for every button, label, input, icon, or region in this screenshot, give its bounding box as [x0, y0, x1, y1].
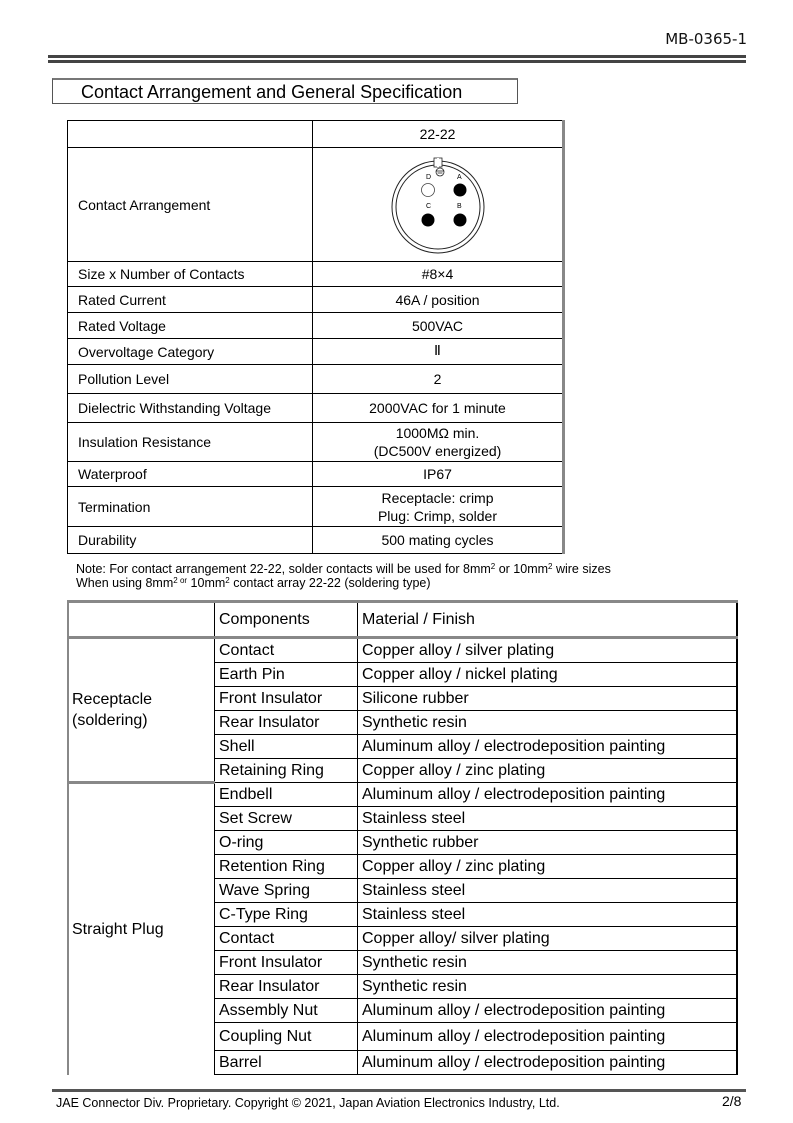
earth-ground-icon: [436, 168, 444, 176]
svg-text:A: A: [456, 173, 462, 181]
table-row: [68, 783, 737, 807]
spec-table: [67, 120, 565, 554]
spec-value: [313, 487, 564, 527]
spec-header-row: [68, 121, 564, 148]
material-cell: Silicone rubber: [358, 687, 738, 711]
spec-label: Dielectric Withstanding Voltage: [68, 394, 313, 423]
material-cell: Stainless steel: [358, 879, 738, 903]
component-cell: O-ring: [215, 831, 358, 855]
spec-column-header: 22-22: [313, 121, 564, 148]
material-cell: Aluminum alloy / electrodeposition painting: [358, 999, 738, 1023]
spec-label: Rated Voltage: [68, 313, 313, 339]
material-cell: Copper alloy / zinc plating: [358, 855, 738, 879]
component-cell: Retention Ring: [215, 855, 358, 879]
spec-row: [68, 487, 564, 527]
page-number: 2/8: [722, 1093, 742, 1109]
material-cell: Aluminum alloy / electrodeposition painting: [358, 783, 738, 807]
component-cell: Endbell: [215, 783, 358, 807]
header-group: [68, 602, 215, 638]
group-receptacle: Receptacle (soldering): [68, 638, 215, 783]
pin-b: [453, 213, 466, 226]
pin-d: [421, 183, 434, 196]
group-straight-plug: Straight Plug: [68, 783, 215, 1075]
spec-value: 46A / position: [313, 287, 564, 313]
spec-label: Pollution Level: [68, 365, 313, 394]
component-cell: Contact: [215, 927, 358, 951]
spec-value: IP67: [313, 462, 564, 487]
note: [76, 562, 611, 590]
note-line-1: Note: For contact arrangement 22-22, solder contacts will be used for $8mm^2$ or $10mm^2$ wire sizes: [76, 562, 611, 576]
spec-value: 2: [313, 365, 564, 394]
spec-label: Contact Arrangement: [68, 148, 313, 262]
spec-value-line2: (DC500V energized): [373, 443, 502, 459]
component-cell: Rear Insulator: [215, 975, 358, 999]
material-cell: Copper alloy / silver plating: [358, 638, 738, 663]
material-cell: Synthetic rubber: [358, 831, 738, 855]
component-cell: Set Screw: [215, 807, 358, 831]
table-row: [68, 638, 737, 663]
spec-row: [68, 313, 564, 339]
svg-text:B: B: [456, 202, 462, 210]
header-components: Components: [215, 602, 358, 638]
material-cell: Aluminum alloy / electrodeposition painting: [358, 1023, 738, 1051]
spec-row-contact-arrangement: [68, 148, 564, 262]
component-cell: Barrel: [215, 1051, 358, 1075]
component-cell: Earth Pin: [215, 663, 358, 687]
spec-row: [68, 287, 564, 313]
document-id: MB-0365-1: [665, 30, 747, 48]
spec-label: Size x Number of Contacts: [68, 262, 313, 287]
spec-label: Rated Current: [68, 287, 313, 313]
spec-value: [313, 423, 564, 462]
contact-arrangement-diagram: [388, 155, 488, 255]
spec-label: Insulation Resistance: [68, 423, 313, 462]
spec-row: [68, 339, 564, 365]
spec-label: Waterproof: [68, 462, 313, 487]
svg-text:D: D: [425, 173, 431, 181]
spec-value: #8×4: [313, 262, 564, 287]
spec-row: [68, 394, 564, 423]
material-cell: Synthetic resin: [358, 951, 738, 975]
spec-label: Overvoltage Category: [68, 339, 313, 365]
spec-label: Termination: [68, 487, 313, 527]
spec-value: Ⅱ: [313, 339, 564, 365]
component-cell: Front Insulator: [215, 951, 358, 975]
spec-value-line1: 1000MΩ min.: [395, 425, 480, 441]
spec-row: [68, 462, 564, 487]
spec-value-line2: Plug: Crimp, solder: [377, 507, 498, 524]
contact-arrangement-cell: [313, 148, 564, 262]
svg-text:C: C: [425, 202, 431, 210]
component-cell: Contact: [215, 638, 358, 663]
component-cell: Coupling Nut: [215, 1023, 358, 1051]
spec-row: [68, 262, 564, 287]
spec-value: 500 mating cycles: [313, 527, 564, 554]
component-cell: Front Insulator: [215, 687, 358, 711]
component-cell: Shell: [215, 735, 358, 759]
note-line-2: When using $8mm^{2 or}$ $10mm^2$ contact array 22-22 (soldering type): [76, 576, 431, 590]
component-cell: Wave Spring: [215, 879, 358, 903]
spec-label: Durability: [68, 527, 313, 554]
pin-c: [421, 213, 434, 226]
component-cell: C-Type Ring: [215, 903, 358, 927]
header-material: Material / Finish: [358, 602, 738, 638]
component-cell: Retaining Ring: [215, 759, 358, 783]
material-cell: Synthetic resin: [358, 711, 738, 735]
materials-header-row: [68, 602, 737, 638]
component-cell: Assembly Nut: [215, 999, 358, 1023]
spec-value: 2000VAC for 1 minute: [313, 394, 564, 423]
material-cell: Stainless steel: [358, 903, 738, 927]
material-cell: Aluminum alloy / electrodeposition painting: [358, 1051, 738, 1075]
footer-copyright: JAE Connector Div. Proprietary. Copyright © 2021, Japan Aviation Electronics Industry, Ltd.: [56, 1096, 560, 1110]
spec-header-empty: [68, 121, 313, 148]
material-cell: Copper alloy/ silver plating: [358, 927, 738, 951]
component-cell: Rear Insulator: [215, 711, 358, 735]
spec-value-line1: Receptacle: crimp: [381, 489, 494, 506]
material-cell: Aluminum alloy / electrodeposition painting: [358, 735, 738, 759]
header-rule-top: [48, 55, 746, 58]
material-cell: Stainless steel: [358, 807, 738, 831]
footer-rule: [52, 1089, 746, 1092]
spec-row: [68, 527, 564, 554]
spec-value: 500VAC: [313, 313, 564, 339]
header-rule-bottom: [48, 60, 746, 63]
material-cell: Copper alloy / nickel plating: [358, 663, 738, 687]
spec-row: [68, 423, 564, 462]
material-cell: Synthetic resin: [358, 975, 738, 999]
spec-row: [68, 365, 564, 394]
materials-table: [67, 600, 738, 1075]
material-cell: Copper alloy / zinc plating: [358, 759, 738, 783]
key-notch-icon: [434, 158, 442, 167]
pin-a: [453, 183, 466, 196]
section-title: Contact Arrangement and General Specification: [52, 78, 518, 104]
